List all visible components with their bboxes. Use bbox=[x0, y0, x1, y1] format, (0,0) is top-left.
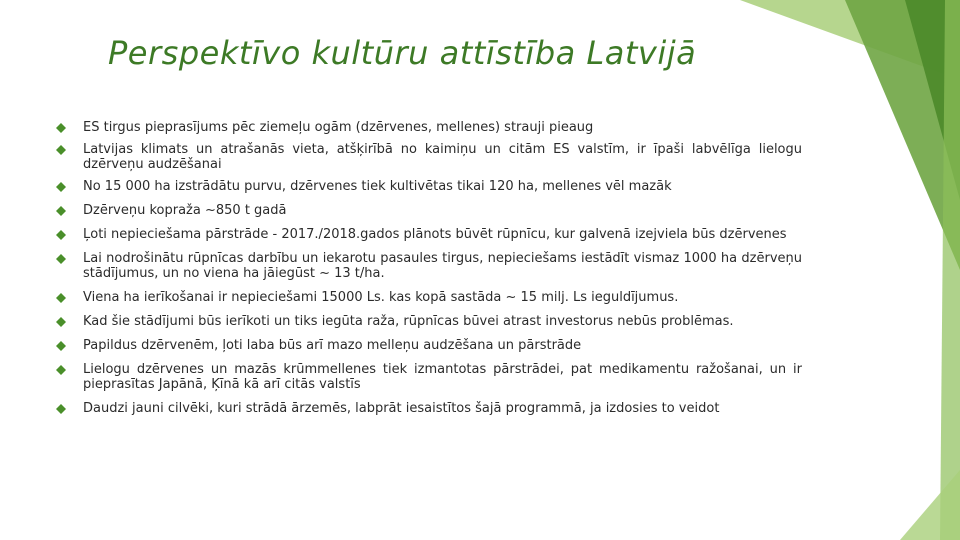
diamond-bullet-icon bbox=[56, 341, 66, 351]
list-item-text: ES tirgus pieprasījums pēc ziemeļu ogām (dzērvenes, mellenes) strauji pieaug bbox=[83, 120, 594, 135]
diamond-bullet-icon bbox=[56, 317, 66, 327]
list-item bbox=[56, 314, 802, 329]
diamond-bullet-icon bbox=[56, 145, 66, 155]
facet-mid bbox=[845, 0, 960, 270]
diamond-bullet-icon bbox=[56, 293, 66, 303]
diamond-bullet-icon bbox=[56, 404, 66, 414]
list-item-text: Latvijas klimats un atrašanās vieta, atšķirībā no kaimiņu un citām ES valstīm, ir īpaši labvēlīga lielogu dzērveņu audzēšanai bbox=[83, 142, 802, 172]
facet-edge bbox=[940, 0, 960, 540]
diamond-bullet-icon bbox=[56, 206, 66, 216]
diamond-bullet-icon bbox=[56, 230, 66, 240]
list-item-text: Dzērveņu kopraža ~850 t gadā bbox=[83, 203, 287, 218]
facet-light bbox=[740, 0, 960, 80]
list-item bbox=[56, 401, 802, 416]
list-item-text: No 15 000 ha izstrādātu purvu, dzērvenes tiek kultivētas tikai 120 ha, mellenes vēl mazāk bbox=[83, 179, 672, 194]
list-item-text: Ļoti nepieciešama pārstrāde - 2017./2018.gados plānots būvēt rūpnīcu, kur galvenā izejviela būs dzērvenes bbox=[83, 227, 787, 242]
list-item bbox=[56, 338, 802, 353]
diamond-bullet-icon bbox=[56, 182, 66, 192]
list-item-text: Viena ha ierīkošanai ir nepieciešami 15000 Ls. kas kopā sastāda ~ 15 milj. Ls ieguldījumus. bbox=[83, 290, 679, 305]
list-item bbox=[56, 251, 802, 281]
facet-bottom bbox=[900, 470, 960, 540]
list-item bbox=[56, 142, 802, 172]
list-item bbox=[56, 179, 802, 194]
list-item-text: Lai nodrošinātu rūpnīcas darbību un iekarotu pasaules tirgus, nepieciešams iestādīt vismaz 1000 ha dzērveņu stādījumus, un no viena ha jāiegūst ~ 13 t/ha. bbox=[83, 251, 802, 281]
list-item bbox=[56, 362, 802, 392]
list-item bbox=[56, 227, 802, 242]
list-item-text: Papildus dzērvenēm, ļoti laba būs arī mazo melleņu audzēšana un pārstrāde bbox=[83, 338, 582, 353]
facet-dark bbox=[905, 0, 960, 200]
bullet-list bbox=[56, 120, 802, 416]
list-item bbox=[56, 290, 802, 305]
diamond-bullet-icon bbox=[56, 123, 66, 133]
page-title: Perspektīvo kultūru attīstība Latvijā bbox=[108, 34, 697, 72]
list-item bbox=[56, 120, 802, 135]
list-item-text: Kad šie stādījumi būs ierīkoti un tiks iegūta raža, rūpnīcas būvei atrast investorus nebūs problēmas. bbox=[83, 314, 734, 329]
list-item-text: Lielogu dzērvenes un mazās krūmmellenes tiek izmantotas pārstrādei, pat medikamentu ražošanai, un ir pieprasītas Japānā, Ķīnā kā arī citās valstīs bbox=[83, 362, 802, 392]
list-item bbox=[56, 203, 802, 218]
diamond-bullet-icon bbox=[56, 365, 66, 375]
diamond-bullet-icon bbox=[56, 254, 66, 264]
list-item-text: Daudzi jauni cilvēki, kuri strādā ārzemēs, labprāt iesaistītos šajā programmā, ja izdosies to veidot bbox=[83, 401, 720, 416]
